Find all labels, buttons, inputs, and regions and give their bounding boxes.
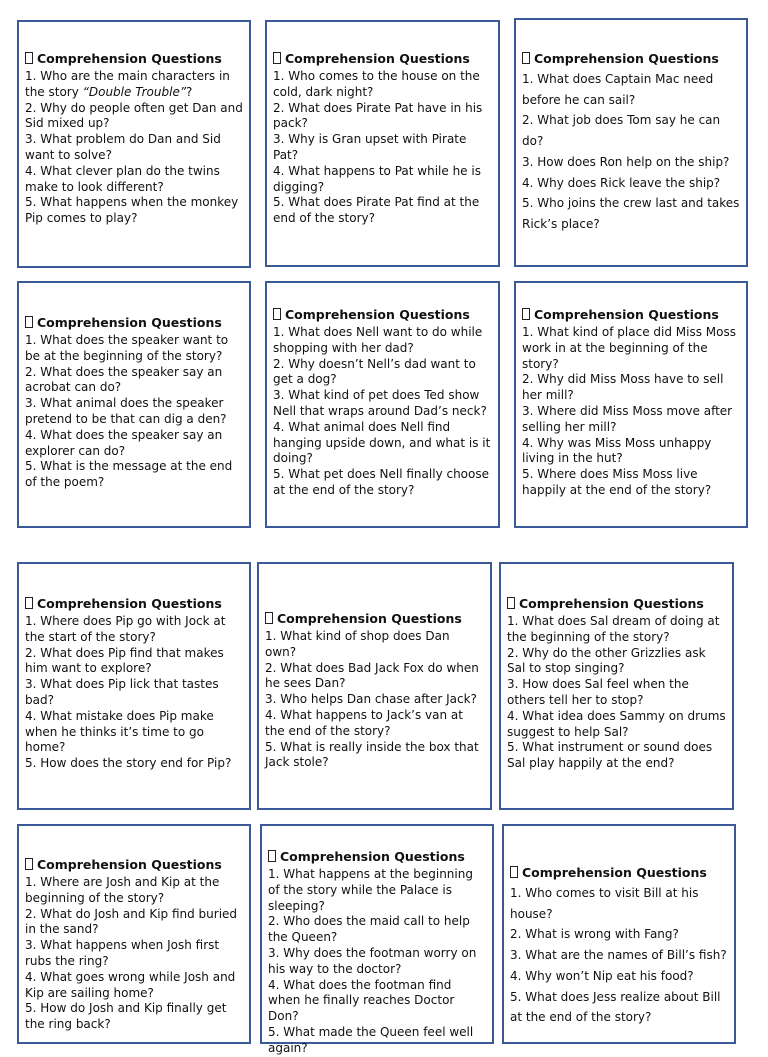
question-3: 3. What animal does the speaker pretend to be that can dig a den? [25,396,227,426]
checkbox-icon [507,597,515,609]
question-card-5 [265,281,500,528]
checkbox-icon [510,866,518,878]
question-5: 5. What is really inside the box that Jack stole? [265,739,479,770]
question-1: 1. What does Sal dream of doing at the beginning of the story? [507,614,720,644]
question-4: 4. What happens to Jack’s van at the end of the story? [265,707,463,738]
question-3: 3. Who helps Dan chase after Jack? [265,692,477,707]
question-2: 2. What does Bad Jack Fox do when he sees Dan? [265,660,479,691]
checkbox-icon [265,612,273,624]
question-5: 5. What does Jess realize about Bill at the end of the story? [510,989,721,1025]
question-2: 2. What does the speaker say an acrobat can do? [25,364,223,395]
question-1: 1. What happens at the beginning of the story while the Palace is sleeping? [268,867,473,913]
question-3: 3. What kind of pet does Ted show Nell that wraps around Dad’s neck? [273,388,487,418]
question-1: 1. What does the speaker want to be at the beginning of the story? [25,333,229,363]
question-2: 2. Who does the maid call to help the Queen? [268,914,470,945]
question-3: 3. How does Sal feel when the others tell her to stop? [507,677,689,707]
card-title: Comprehension Questions [25,51,243,67]
question-4: 4. What does the speaker say an explorer can do? [25,427,223,458]
card-title: Comprehension Questions [25,315,243,331]
question-4: 4. What does the footman find when he finally reaches Doctor Don? [268,977,455,1024]
question-1: 1. What does Nell want to do while shopping with her dad? [273,325,483,355]
question-5: 5. Who joins the crew last and takes Rick’s place? [522,196,740,231]
question-1: 1. What kind of place did Miss Moss work in at the beginning of the story? [522,325,736,371]
question-1: 1. What does Captain Mac need before he can sail? [522,72,714,107]
checkbox-icon [25,316,33,328]
question-card-11 [260,824,494,1055]
question-2: 2. What job does Tom say he can do? [522,113,721,149]
question-1: 1. Where does Pip go with Jock at the start of the story? [25,614,226,644]
checkbox-icon [522,52,530,64]
question-3: 3. Where did Miss Moss move after selling her mill? [522,403,733,434]
question-4: 4. Why won’t Nip eat his food? [510,968,694,983]
card-title: Comprehension Questions [268,849,486,865]
question-card-10 [17,824,251,1044]
question-4: 4. Why was Miss Moss unhappy living in the hut? [522,435,712,466]
card-title: Comprehension Questions [507,596,726,612]
question-1: 1. Who comes to the house on the cold, dark night? [273,69,480,99]
question-5: 5. What does Pirate Pat find at the end of the story? [273,195,480,226]
question-4: 4. What idea does Sammy on drums suggest to help Sal? [507,708,726,739]
card-title: Comprehension Questions [273,307,492,323]
question-4: 4. What mistake does Pip make when he thinks it’s time to go home? [25,708,214,755]
question-2: 2. Why do people often get Dan and Sid mixed up? [25,100,243,131]
question-3: 3. What does Pip lick that tastes bad? [25,677,219,707]
question-2: 2. What is wrong with Fang? [510,927,679,942]
question-card-6 [514,281,748,528]
question-5: 5. What is the message at the end of the poem? [25,459,233,490]
question-2: 2. Why did Miss Moss have to sell her mill? [522,372,724,403]
question-5: 5. How do Josh and Kip finally get the ring back? [25,1001,227,1032]
question-1: 1. Who are the main characters in the story “Double Trouble”? [25,69,230,99]
question-card-9 [499,562,734,810]
checkbox-icon [273,52,281,64]
question-4: 4. What animal does Nell find hanging upside down, and what is it doing? [273,419,491,466]
question-1: 1. What kind of shop does Dan own? [265,629,450,659]
question-5: 5. What happens when the monkey Pip comes to play? [25,195,239,226]
question-3: 3. What problem do Dan and Sid want to solve? [25,132,221,162]
card-title: Comprehension Questions [510,865,728,881]
card-title: Comprehension Questions [25,857,243,873]
question-2: 2. What does Pip find that makes him want to explore? [25,645,224,676]
checkbox-icon [25,858,33,870]
question-1: 1. Where are Josh and Kip at the beginning of the story? [25,875,220,905]
question-3: 3. How does Ron help on the ship? [522,154,730,169]
question-3: 3. What are the names of Bill’s fish? [510,948,727,963]
question-2: 2. Why doesn’t Nell’s dad want to get a dog? [273,356,476,387]
card-title: Comprehension Questions [522,307,740,323]
question-5: 5. How does the story end for Pip? [25,756,232,771]
question-5: 5. What pet does Nell finally choose at the end of the story? [273,467,489,497]
question-2: 2. What do Josh and Kip find buried in the sand? [25,906,238,937]
question-card-8 [257,562,492,810]
question-3: 3. Why is Gran upset with Pirate Pat? [273,132,467,162]
question-card-3 [514,18,748,267]
checkbox-icon [25,52,33,64]
checkbox-icon [268,850,276,862]
question-5: 5. What made the Queen feel well again? [268,1024,474,1055]
question-5: 5. Where does Miss Moss live happily at the end of the story? [522,467,712,497]
question-4: 4. What clever plan do the twins make to look different? [25,163,220,194]
question-4: 4. What happens to Pat while he is digging? [273,163,481,194]
card-title: Comprehension Questions [25,596,243,612]
question-2: 2. What does Pirate Pat have in his pack? [273,100,483,131]
card-title: Comprehension Questions [273,51,492,67]
question-1: 1. Who comes to visit Bill at his house? [510,886,699,921]
question-4: 4. What goes wrong while Josh and Kip are sailing home? [25,969,236,1000]
checkbox-icon [522,308,530,320]
checkbox-icon [273,308,281,320]
checkbox-icon [25,597,33,609]
question-3: 3. What happens when Josh first rubs the ring? [25,938,220,968]
card-title: Comprehension Questions [522,51,740,67]
question-card-7 [17,562,251,810]
question-card-2 [265,20,500,267]
question-4: 4. Why does Rick leave the ship? [522,175,721,190]
question-5: 5. What instrument or sound does Sal play happily at the end? [507,740,713,771]
card-title: Comprehension Questions [265,611,484,627]
question-2: 2. Why do the other Grizzlies ask Sal to stop singing? [507,645,706,676]
question-card-12 [502,824,736,1044]
question-card-4 [17,281,251,528]
question-card-1 [17,20,251,268]
question-3: 3. Why does the footman worry on his way to the doctor? [268,945,477,976]
